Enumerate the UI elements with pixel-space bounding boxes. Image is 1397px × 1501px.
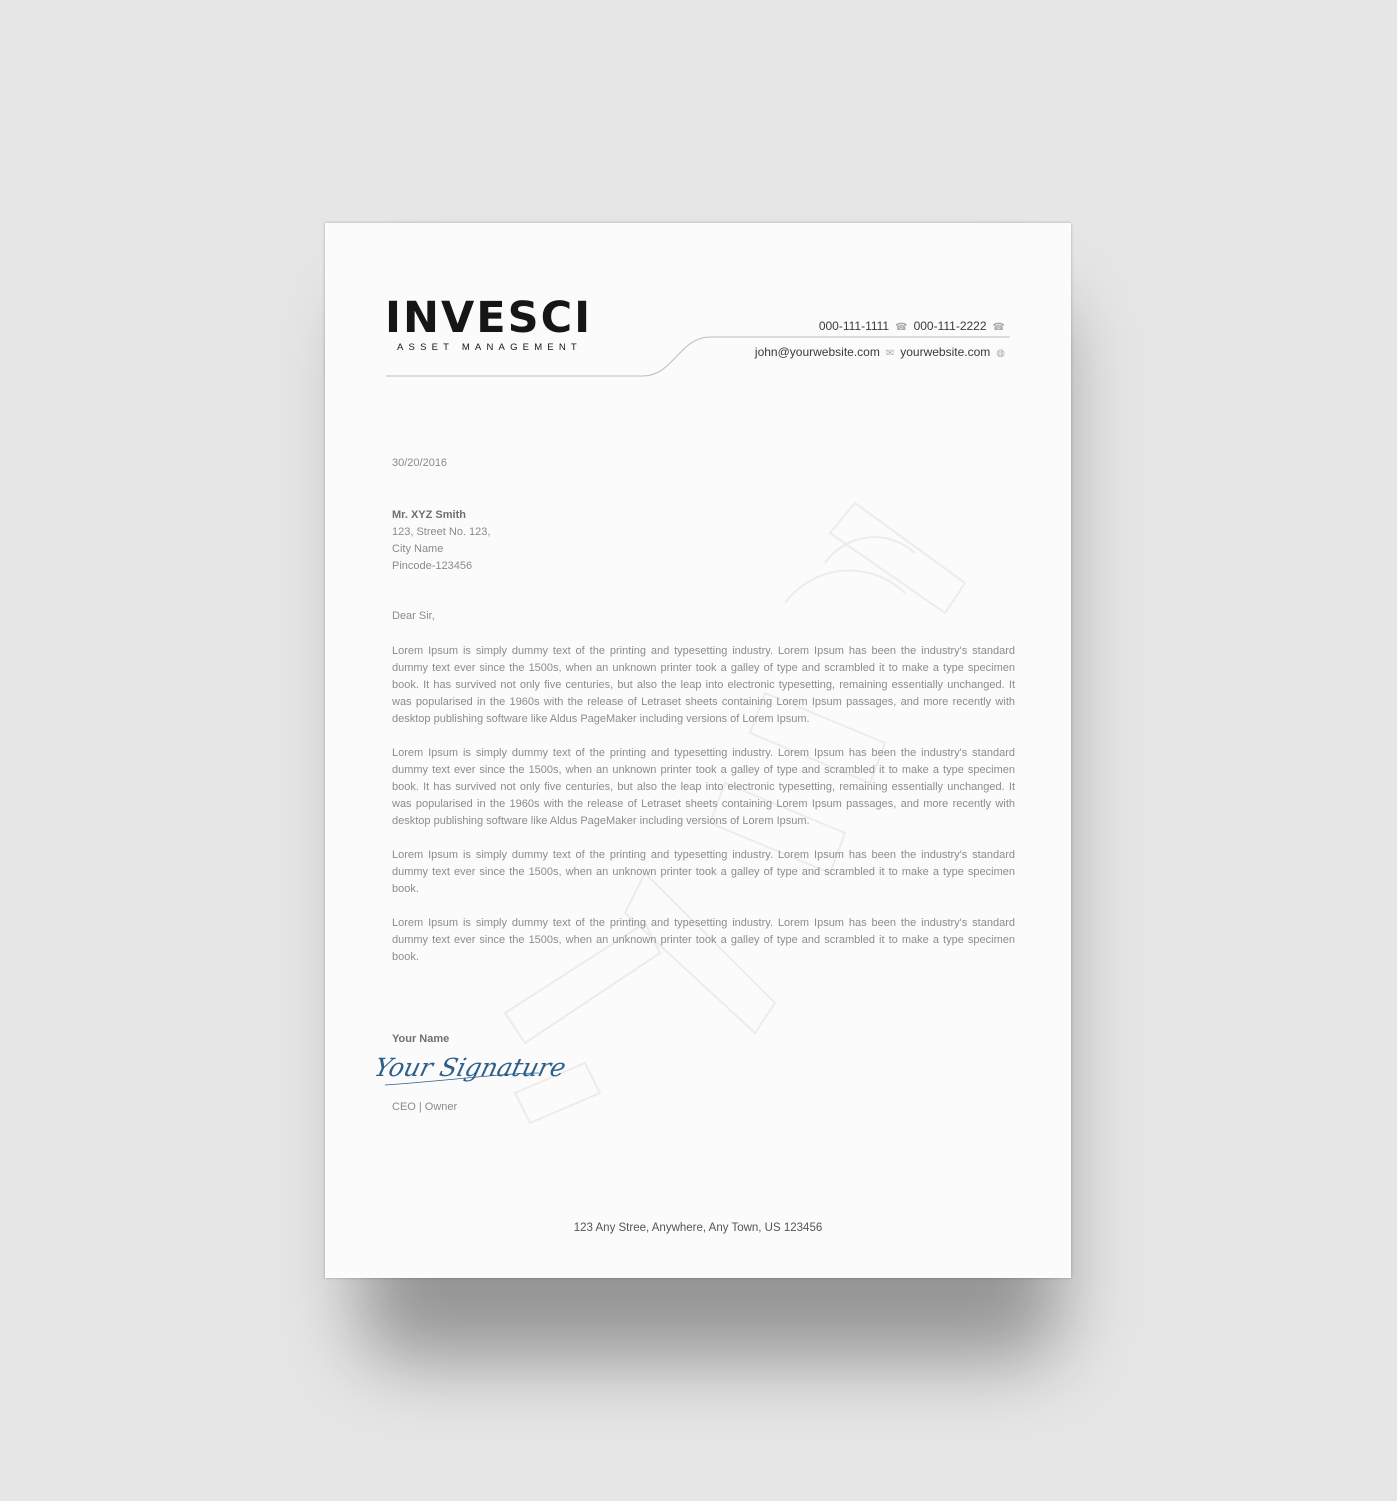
recipient-name: Mr. XYZ Smith [392,509,466,521]
signature-flourish [325,223,1071,1278]
letterhead-page [325,223,1071,1278]
footer-address: 123 Any Stree, Anywhere, Any Town, US 123456 [573,1222,823,1234]
email-link[interactable]: john@yourwebsite.com [754,345,880,359]
body-paragraph: Lorem Ipsum is simply dummy text of the printing and typesetting industry. Lorem Ipsum has been the industry's standard dummy text ever since the 1500s, when an unknown printer took a galley of type and scrambled it to make a type specimen book. [392,849,1015,895]
body-paragraph: Lorem Ipsum is simply dummy text of the printing and typesetting industry. Lorem Ipsum has been the industry's standard dummy text ever since the 1500s, when an unknown printer took a galley of type and scrambled it to make a type specimen book. [392,917,1015,963]
globe-icon: ◍ [996,348,1005,359]
signer-name: Your Name [392,1033,450,1045]
logo-wordmark: INVESCI [385,293,593,343]
phone-icon: ☎ [992,322,1005,333]
phone-icon: ☎ [895,322,908,333]
salutation: Dear Sir, [392,610,435,622]
letter-date: 30/20/2016 [392,457,448,469]
body-paragraph: Lorem Ipsum is simply dummy text of the printing and typesetting industry. Lorem Ipsum has been the industry's standard dummy text ever since the 1500s, when an unknown printer took a galley of type and scrambled it to make a type specimen book. It has survived not only five centuries, but also the leap into electronic typesetting, remaining essentially unchanged. It was popularised in the 1960s with the release of Letraset sheets containing Lorem Ipsum passages, and more recently with desktop publishing software like Aldus PageMaker including versions of Lorem Ipsum. [392,747,1015,827]
body-paragraph: Lorem Ipsum is simply dummy text of the printing and typesetting industry. Lorem Ipsum has been the industry's standard dummy text ever since the 1500s, when an unknown printer took a galley of type and scrambled it to make a type specimen book. It has survived not only five centuries, but also the leap into electronic typesetting, remaining essentially unchanged. It was popularised in the 1960s with the release of Letraset sheets containing Lorem Ipsum passages, and more recently with desktop publishing software like Aldus PageMaker including versions of Lorem Ipsum. [392,645,1015,725]
phone-2[interactable]: 000-111-2222 [913,319,987,333]
recipient-city: City Name [392,543,444,555]
recipient-street: 123, Street No. 123, [392,526,491,538]
logo-tagline: ASSET MANAGEMENT [397,342,582,353]
recipient-pincode: Pincode-123456 [392,560,473,572]
signer-role: CEO | Owner [392,1101,458,1113]
signature: Your Signature [371,1053,570,1082]
envelope-icon: ✉ [885,348,895,359]
website-link[interactable]: yourwebsite.com [900,345,991,359]
phone-1[interactable]: 000-111-1111 [818,319,890,333]
